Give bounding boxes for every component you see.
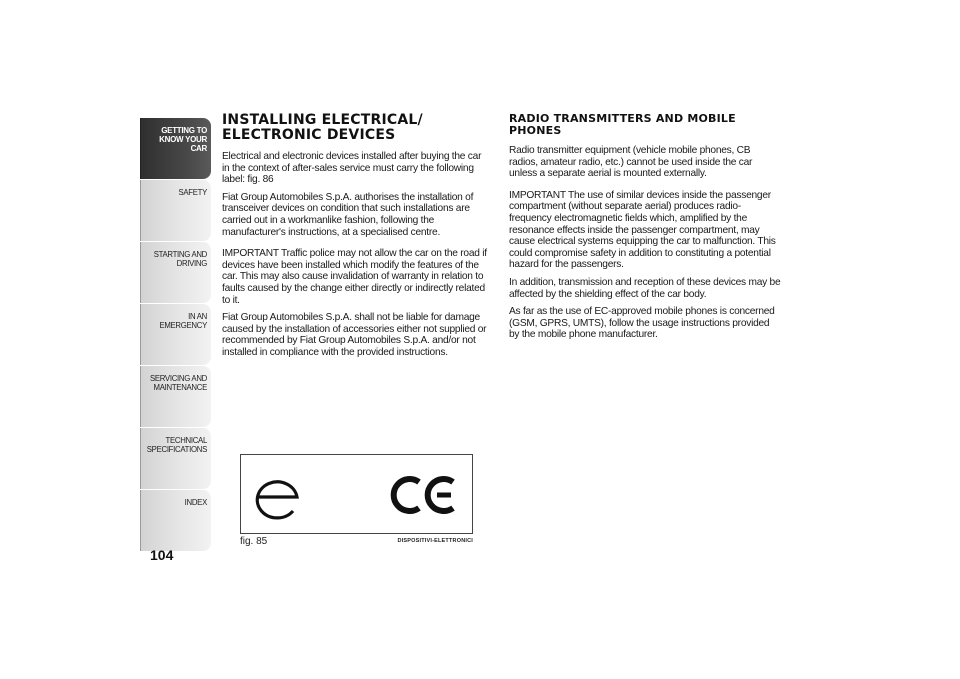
figure-number: fig. 85 <box>240 536 268 547</box>
tab-in-an-emergency[interactable] <box>140 304 211 365</box>
tab-safety[interactable] <box>140 180 211 241</box>
paragraph: Fiat Group Automobiles S.p.A. shall not be liable for damage caused by the installation of accessories either not supplied or recommended by Fiat Group Automobiles S.p.A. and/or not installed in compliance with the provided instructions. <box>222 312 487 358</box>
paragraph: IMPORTANT Traffic police may not allow the car on the road if devices have been installed which modify the features of the car. This may also cause invalidation of warranty in relation to faults caused by the change either directly or indirectly related to it. <box>222 248 487 306</box>
section-heading <box>509 113 781 137</box>
tab-label: GETTING TO KNOW YOUR CAR <box>159 126 207 153</box>
paragraph: Fiat Group Automobiles S.p.A. authorises the installation of transceiver devices on condition that such installations are carried out in a workmanlike fashion, following the manufacturer's instructions, at a specialised centre. <box>222 191 474 238</box>
paragraph: IMPORTANT The use of similar devices inside the passenger compartment (without separate aerial) produces radio-frequency electromagnetic fields which, amplified by the resonance effects inside the passenger compartment, may cause electrical systems equipping the car to malfunction. This could compromise safety in addition to constituting a potential hazard for the passengers. <box>509 189 776 271</box>
paragraph: Radio transmitter equipment (vehicle mobile phones, CB radios, amateur radio, etc.) cannot be used inside the car unless a separate aerial is mounted externally. <box>509 145 753 180</box>
heading-line: INSTALLING ELECTRICAL/ <box>222 112 423 128</box>
figure-code: DISPOSITIVI-ELETTRONICI <box>397 538 473 544</box>
tab-label: IN AN EMERGENCY <box>159 312 207 330</box>
tab-getting-to-know-your-car[interactable] <box>140 118 211 179</box>
chapter-sidebar <box>140 118 211 552</box>
heading-line: ELECTRONIC DEVICES <box>222 127 396 143</box>
paragraph: Electrical and electronic devices installed after buying the car in the context of after-sales service must carry the following label: fig. 86 <box>222 151 482 186</box>
ce-mark-icon <box>394 479 453 511</box>
figure-approval-marks <box>240 454 473 534</box>
section-installing-electrical-devices <box>222 113 490 365</box>
approval-marks-image <box>241 455 472 533</box>
tab-label: SERVICING AND MAINTENANCE <box>149 374 207 392</box>
tab-label: STARTING AND DRIVING <box>153 250 207 268</box>
tab-servicing-and-maintenance[interactable] <box>140 366 211 427</box>
heading-line: RADIO TRANSMITTERS AND MOBILE <box>509 112 736 125</box>
tab-index[interactable] <box>140 490 211 551</box>
page-number: 104 <box>150 547 174 563</box>
paragraph: As far as the use of EC-approved mobile phones is concerned (GSM, GPRS, UMTS), follow the usage instructions provided by the mobile phone manufacturer. <box>509 306 775 341</box>
paragraph: In addition, transmission and reception of these devices may be affected by the shielding effect of the car body. <box>509 276 781 300</box>
tab-label: SAFETY <box>178 188 207 197</box>
e-mark-icon <box>257 482 297 518</box>
figure-caption <box>240 536 473 548</box>
heading-line: PHONES <box>509 124 562 137</box>
tab-label: INDEX <box>184 498 207 507</box>
tab-starting-and-driving[interactable] <box>140 242 211 303</box>
tab-label: TECHNICAL SPECIFICATIONS <box>146 436 207 454</box>
section-radio-transmitters <box>509 113 781 347</box>
tab-technical-specifications[interactable] <box>140 428 211 489</box>
section-heading <box>222 113 490 143</box>
